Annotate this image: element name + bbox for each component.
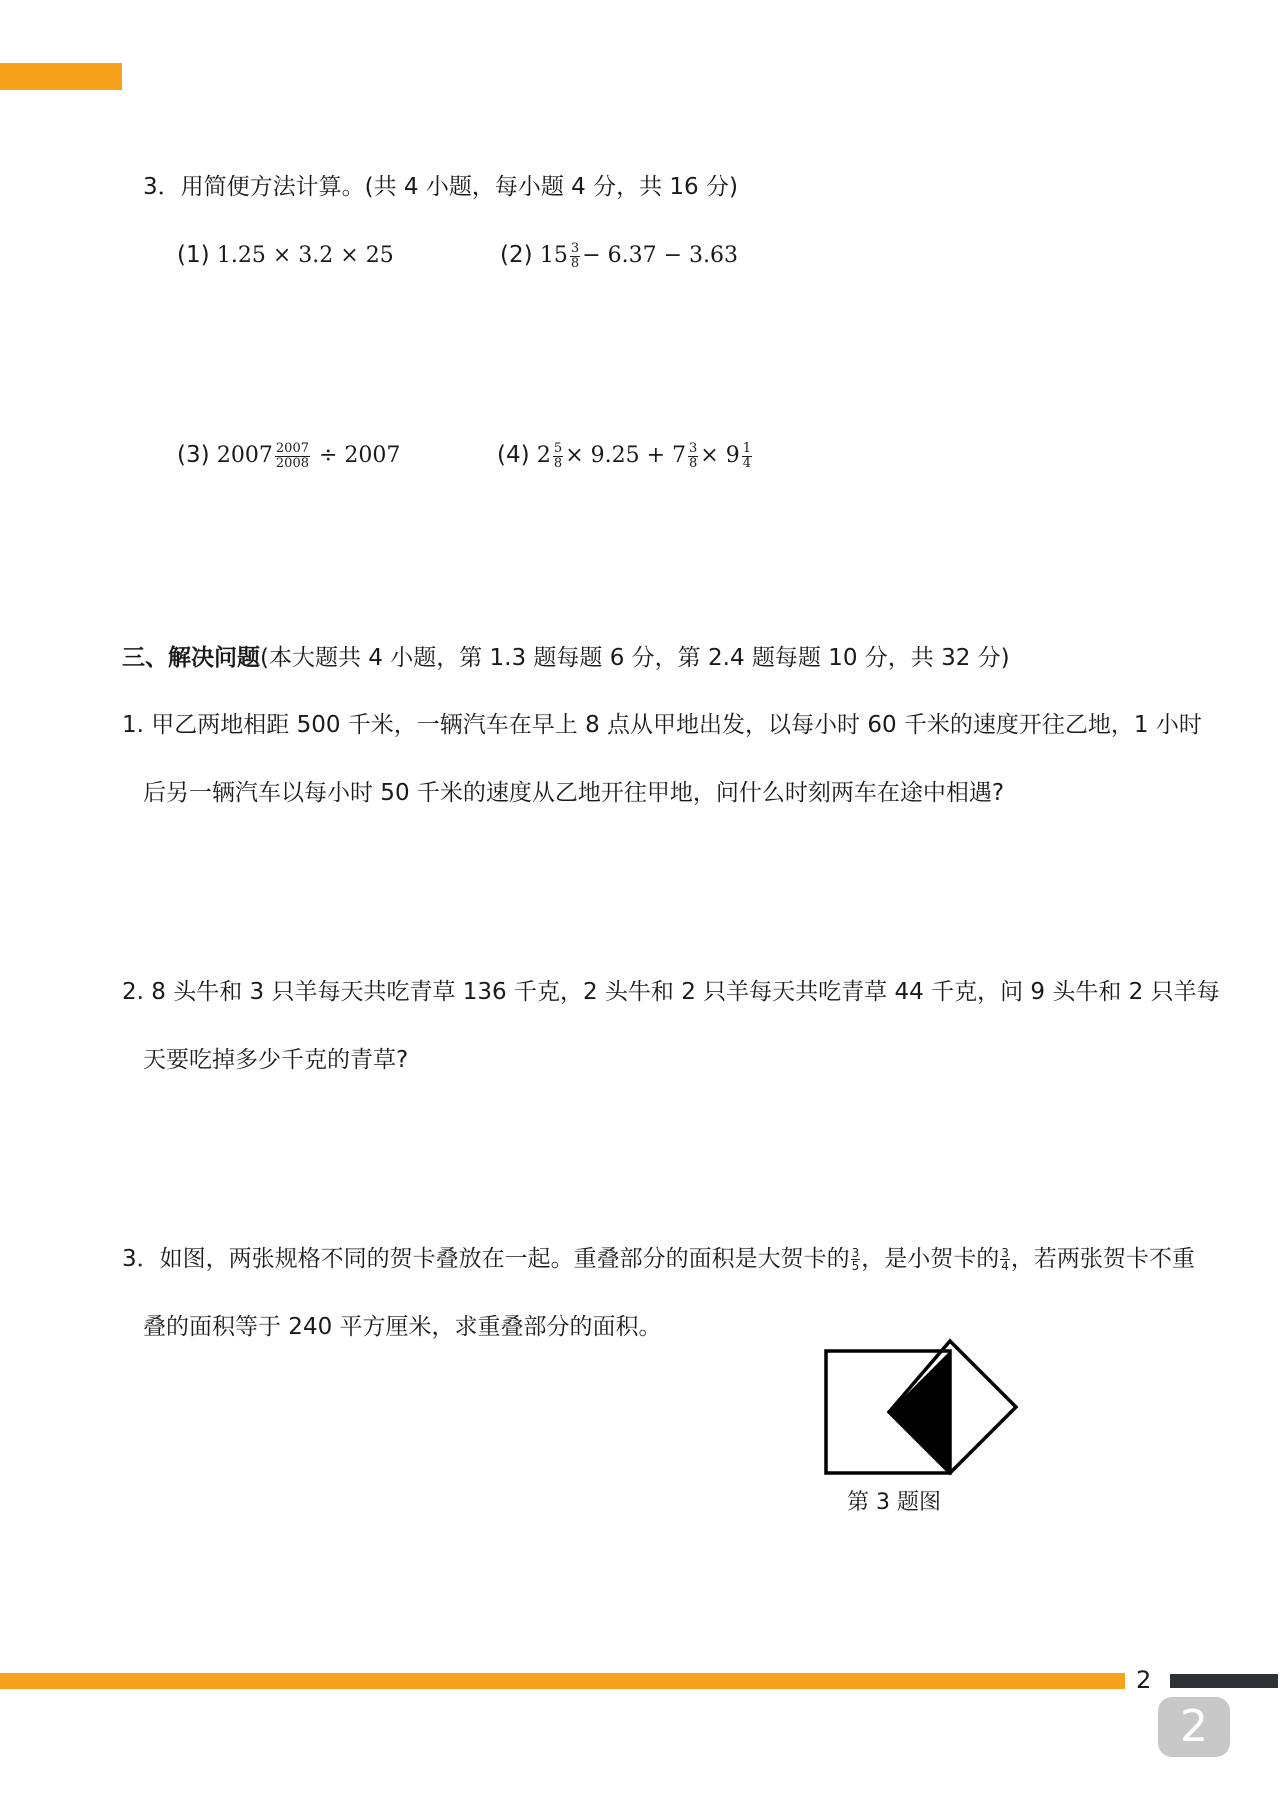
question-text: 3．如图，两张规格不同的贺卡叠放在一起。重叠部分的面积是大贺卡的	[122, 1246, 850, 1272]
problem-label: (4)	[497, 442, 530, 468]
header-accent-bar	[0, 63, 122, 90]
problem-2	[500, 240, 738, 271]
problem-expression	[536, 440, 754, 471]
overlapping-cards-figure	[820, 1335, 1020, 1485]
denominator: 4	[1001, 1259, 1009, 1273]
fraction	[275, 442, 310, 471]
problem-label: (1)	[177, 242, 210, 268]
denominator: 8	[570, 255, 580, 271]
question-3-line-2: 叠的面积等于 240 平方厘米，求重叠部分的面积。	[143, 1314, 662, 1340]
page-number: 2	[1136, 1666, 1152, 1694]
numerator: 3	[851, 1246, 860, 1260]
question-1-line-2: 后另一辆汽车以每小时 50 千米的速度从乙地开往甲地，问什么时刻两车在途中相遇?	[143, 780, 1005, 806]
problem-expression	[216, 440, 401, 471]
footer-accent-bar	[0, 1673, 1125, 1689]
denominator: 5	[851, 1259, 860, 1273]
expression-rest: − 6.37 − 3.63	[582, 243, 739, 268]
numerator: 2007	[275, 440, 309, 456]
fraction	[742, 442, 752, 471]
expression-part: × 9	[700, 443, 740, 468]
numerator: 3	[689, 440, 698, 456]
section-heading: 3．用简便方法计算。(共 4 小题，每小题 4 分，共 16 分)	[143, 174, 738, 200]
fraction	[1000, 1247, 1010, 1272]
denominator: 8	[553, 455, 563, 471]
numerator: 3	[570, 240, 580, 256]
problem-3	[177, 440, 400, 471]
part-title-rest: (本大题共 4 小题，第 1.3 题每题 6 分，第 2.4 题每题 10 分，共 32 分)	[260, 645, 1010, 671]
problem-expression: 1.25 × 3.2 × 25	[216, 243, 394, 268]
problem-expression	[539, 240, 739, 271]
problem-label: (3)	[177, 442, 210, 468]
question-2-line-1: 2. 8 头牛和 3 只羊每天共吃青草 136 千克，2 头牛和 2 只羊每天共吃青草 44 千克，问 9 头牛和 2 只羊每	[122, 979, 1220, 1005]
mixed-whole: 2007	[216, 443, 273, 468]
question-1-line-1: 1. 甲乙两地相距 500 千米，一辆汽车在早上 8 点从甲地出发，以每小时 60 千米的速度开往乙地，1 小时	[122, 712, 1202, 738]
footer-dark-bar	[1170, 1674, 1278, 1688]
mixed-whole: 2	[536, 443, 551, 468]
fraction	[553, 442, 563, 471]
fraction	[570, 242, 580, 271]
denominator: 2008	[275, 455, 309, 471]
fraction	[688, 442, 698, 471]
problem-1	[177, 240, 394, 271]
denominator: 4	[742, 455, 752, 471]
question-2-line-2: 天要吃掉多少千克的青草?	[143, 1047, 409, 1073]
denominator: 8	[689, 455, 698, 471]
numerator: 3	[1001, 1246, 1009, 1260]
figure-caption: 第 3 题图	[847, 1490, 941, 1515]
problem-label: (2)	[500, 242, 533, 268]
part-title-bold: 三、解决问题	[122, 645, 260, 671]
problem-4	[497, 440, 754, 471]
fraction	[851, 1247, 861, 1272]
part-title	[122, 643, 1010, 673]
expression-part: × 9.25 + 7	[565, 443, 687, 468]
question-text: ，若两张贺卡不重	[1010, 1246, 1195, 1272]
page-badge: 2	[1158, 1697, 1230, 1757]
numerator: 1	[742, 440, 752, 456]
expression-rest: ÷ 2007	[319, 443, 401, 468]
mixed-whole: 15	[539, 243, 568, 268]
question-text: ，是小贺卡的	[861, 1246, 1000, 1272]
question-3-line-1	[122, 1244, 1195, 1274]
numerator: 5	[553, 440, 563, 456]
